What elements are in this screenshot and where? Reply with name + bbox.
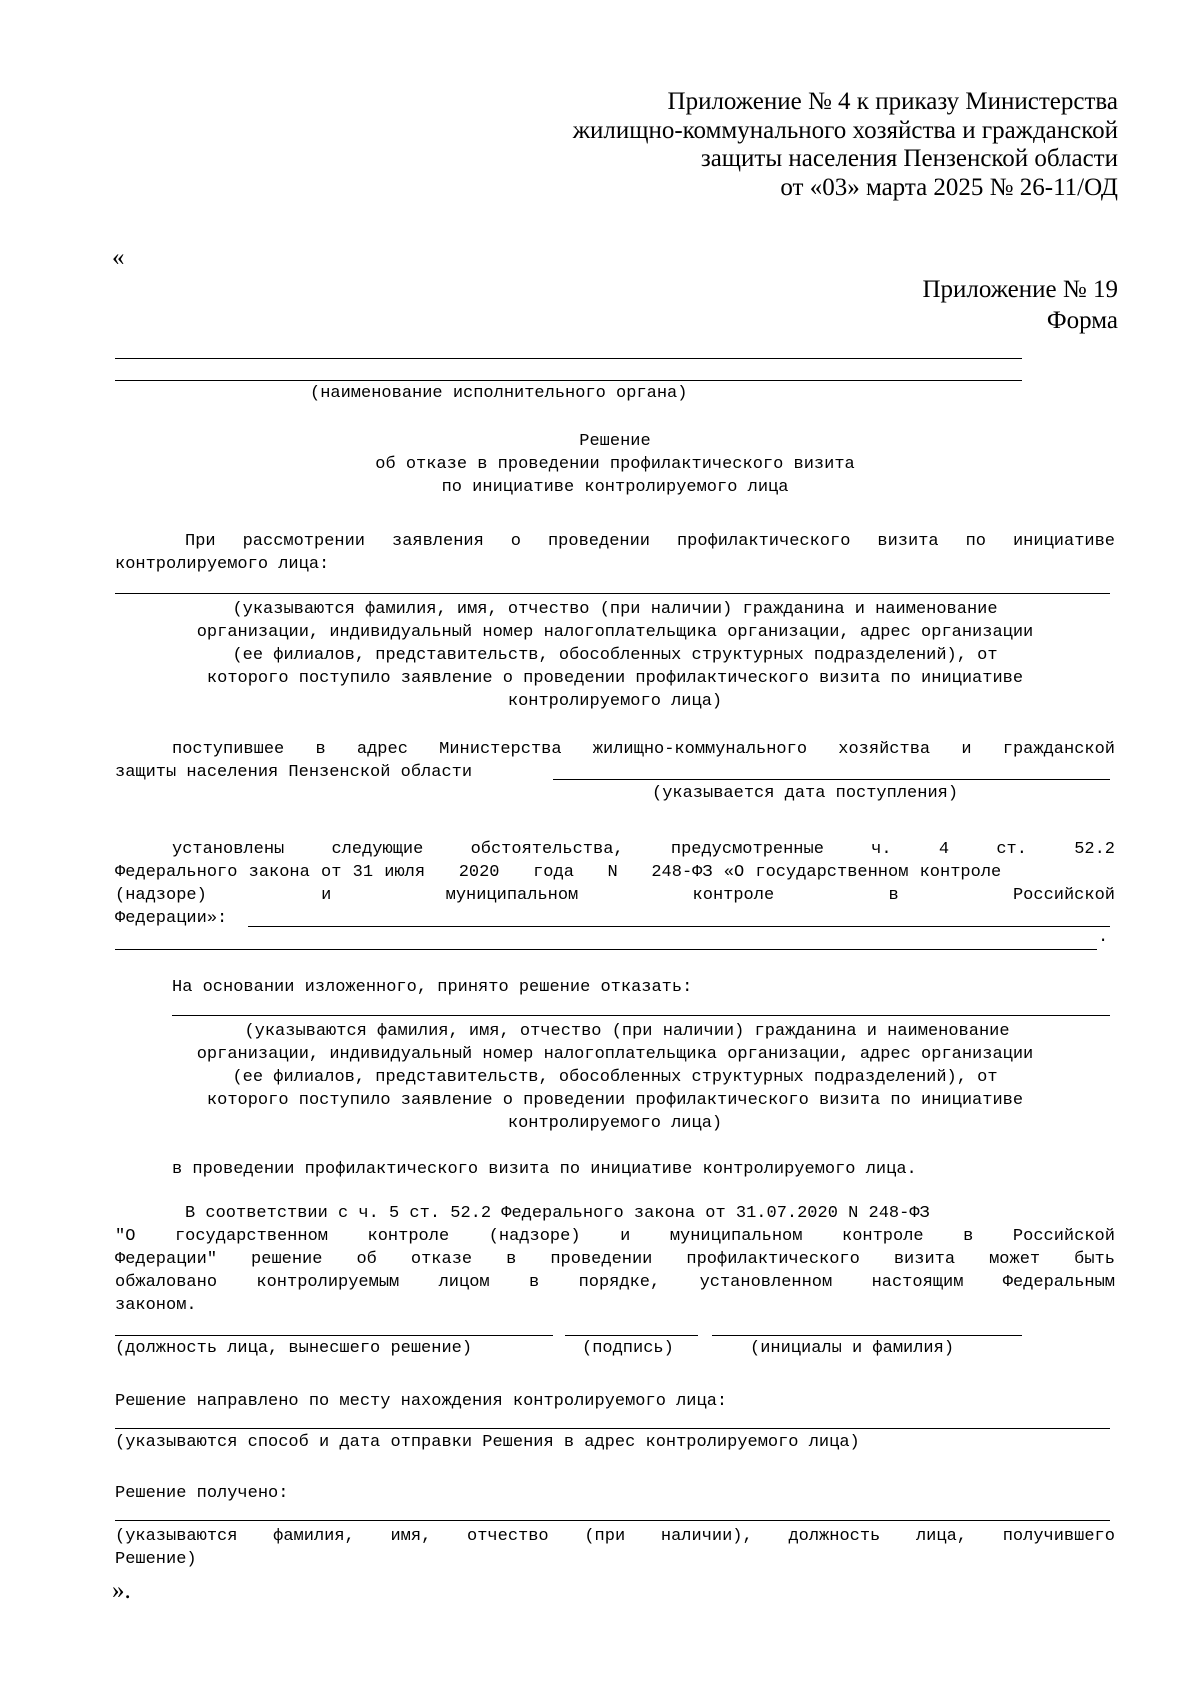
paragraph-line: поступившее в адрес Министерства жилищно-коммунального хозяйства и гражданской [172, 740, 1115, 759]
order-reference-line: Приложение № 4 к приказу Министерства [667, 88, 1118, 115]
caption-line: организации, индивидуальный номер налогоплательщика организации, адрес организации [196, 623, 1034, 642]
title-line: об отказе в проведении профилактического визита [375, 455, 855, 474]
received-paragraph [115, 738, 1115, 784]
caption-line: (указываются фамилия, имя, отчество (при наличии) гражданина и наименование [232, 600, 998, 619]
decision-paragraph: На основании изложенного, принято решение отказать: [172, 978, 693, 997]
caption-line: Решение) [115, 1550, 197, 1569]
paragraph-line: При рассмотрении заявления о проведении профилактического визита по инициативе [185, 532, 1115, 551]
title-line: по инициативе контролируемого лица [441, 478, 789, 497]
caption-line: которого поступило заявление о проведении профилактического визита по инициативе [206, 1091, 1024, 1110]
received-caption [115, 1525, 1115, 1571]
caption-line: которого поступило заявление о проведении профилактического визита по инициативе [206, 669, 1024, 688]
sent-label: Решение направлено по месту нахождения контролируемого лица: [115, 1392, 728, 1411]
caption-line: (ее филиалов, представительств, обособленных структурных подразделений), от [232, 1068, 998, 1087]
paragraph-line: В соответствии с ч. 5 ст. 52.2 Федерального закона от 31.07.2020 N 248-ФЗ [185, 1204, 930, 1223]
receipt-date-line [553, 779, 1110, 780]
appendix-number: Приложение № 19 [922, 276, 1118, 303]
sign-caption: (подпись) [582, 1339, 674, 1358]
document-title [115, 430, 1115, 499]
closing-quote: ». [112, 1577, 131, 1604]
paragraph-line: обжаловано контролируемым лицом в порядке, установленном настоящим Федеральным [115, 1273, 1115, 1292]
name-caption: (инициалы и фамилия) [750, 1339, 955, 1358]
caption-line: (указываются фамилия, имя, отчество (при наличии), должность лица, получившего [115, 1527, 1115, 1546]
paragraph-line: Федерального закона от 31 июля 2020 года N 248-ФЗ «О государственном контроле [115, 863, 1002, 882]
paragraph-line: Федерации»: [115, 909, 228, 928]
order-reference-line: от «03» марта 2025 № 26-11/ОД [780, 173, 1118, 201]
position-signature-line [115, 1335, 553, 1336]
sign-signature-line [565, 1335, 698, 1336]
sent-caption: (указываются способ и дата отправки Решения в адрес контролируемого лица) [115, 1433, 860, 1452]
refused-party-line [172, 1015, 1110, 1016]
form-label: Форма [1046, 307, 1118, 334]
opening-quote: « [112, 244, 125, 271]
applicant-line [115, 593, 1110, 594]
name-signature-line [712, 1335, 1022, 1336]
line-period: . [1098, 928, 1109, 947]
org-name-caption: (наименование исполнительного органа) [310, 384, 688, 403]
paragraph-line: законом. [115, 1296, 197, 1315]
consideration-paragraph [115, 530, 1115, 576]
paragraph-line: (надзоре) и муниципальном контроле в Российской [115, 886, 1115, 905]
circumstances-line [115, 949, 1097, 950]
paragraph-line: установлены следующие обстоятельства, предусмотренные ч. 4 ст. 52.2 [172, 840, 1115, 859]
appeal-paragraph [115, 1202, 1115, 1317]
received-label: Решение получено: [115, 1484, 289, 1503]
appendix-heading [718, 274, 1118, 336]
caption-line: (указываются фамилия, имя, отчество (при наличии) гражданина и наименование [244, 1022, 1010, 1041]
refused-party-caption [115, 1020, 1115, 1135]
org-name-line [115, 358, 1022, 359]
caption-line: организации, индивидуальный номер налогоплательщика организации, адрес организации [196, 1045, 1034, 1064]
applicant-caption [115, 598, 1115, 713]
refusal-scope-paragraph: в проведении профилактического визита по инициативе контролируемого лица. [172, 1160, 917, 1179]
order-reference-line: защиты населения Пензенской области [700, 145, 1118, 172]
caption-line: (ее филиалов, представительств, обособленных структурных подразделений), от [232, 646, 998, 665]
order-reference-line: жилищно-коммунального хозяйства и гражданской [572, 116, 1118, 144]
order-reference [418, 88, 1118, 202]
paragraph-line: "О государственном контроле (надзоре) и муниципальном контроле в Российской [115, 1227, 1115, 1246]
sent-line [115, 1428, 1110, 1429]
caption-line: контролируемого лица) [507, 1114, 723, 1133]
title-line: Решение [579, 432, 651, 451]
paragraph-line: Федерации" решение об отказе в проведении профилактического визита может быть [115, 1250, 1115, 1269]
position-caption: (должность лица, вынесшего решение) [115, 1339, 473, 1358]
paragraph-line: защиты населения Пензенской области [115, 763, 473, 782]
receipt-date-caption: (указывается дата поступления) [652, 784, 959, 803]
received-line [115, 1520, 1110, 1521]
circumstances-paragraph [115, 838, 1115, 930]
paragraph-line: контролируемого лица: [115, 555, 330, 574]
caption-line: контролируемого лица) [507, 692, 723, 711]
org-name-line [115, 380, 1022, 381]
circumstances-line [248, 926, 1110, 927]
